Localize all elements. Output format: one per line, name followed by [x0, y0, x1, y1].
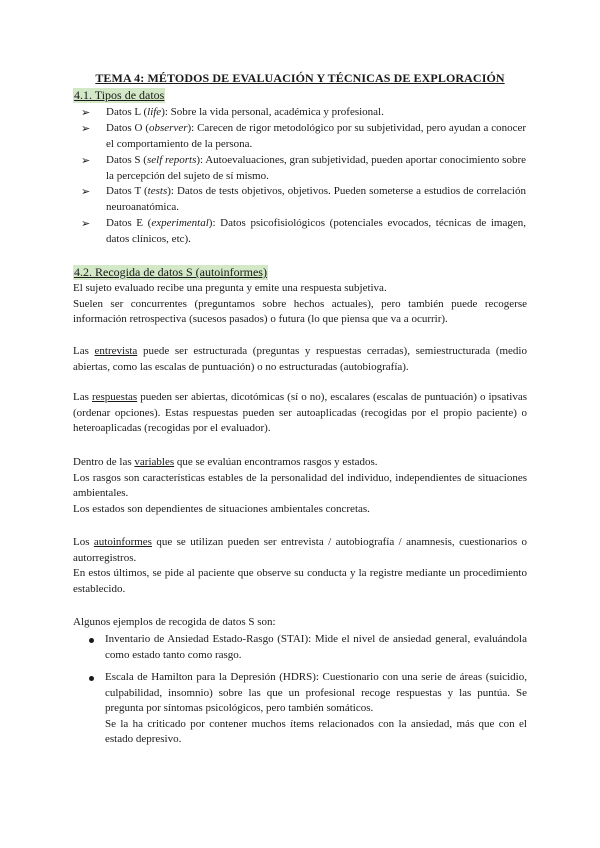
list-item: ➢ Datos T (tests): Datos de tests objetivos, objetivos. Pueden someterse a estudios de correlación neuroanatómica.: [81, 185, 526, 213]
page-title: TEMA 4: MÉTODOS DE EVALUACIÓN Y TÉCNICAS DE EXPLORACIÓN: [95, 71, 505, 85]
list-item: Inventario de Ansiedad Estado-Rasgo (STAI): Mide el nivel de ansiedad general, evaluándola como estado tanto como rasgo.: [105, 632, 527, 663]
arrow-bullet-icon: ➢: [81, 122, 91, 135]
arrow-bullet-icon: ➢: [81, 217, 91, 230]
list-item: ➢ Datos O (observer): Carecen de rigor metodológico por su subjetividad, pero ayudan a conocer el comportamiento de la persona.: [81, 122, 527, 150]
bullet-dot-icon: [89, 676, 94, 681]
list-item: ➢ Datos E (experimental): Datos psicofisiológicos (potenciales evocados, técnicas de imagen, datos clínicos, etc).: [81, 217, 526, 245]
paragraph-ejemplos: Algunos ejemplos de recogida de datos S son:: [73, 616, 276, 628]
paragraph-variables: Dentro de las variables que se evalúan encontramos rasgos y estados. Los rasgos son características estables de la personalidad del individuo, independientes de situaciones ambientales. Los estados son dependientes de situaciones ambientales concretas.: [73, 456, 527, 515]
paragraph-respuestas: Las respuestas pueden ser abiertas, dicotómicas (sí o no), escalares (escalas de puntuación) o ipsativas (ordenar opciones). Estas respuestas pueden ser autoaplicadas (recogidas por el propio paciente) o heteroaplicadas (recogidas por el evaluador).: [73, 391, 527, 435]
paragraph-entrevista: Las entrevista puede ser estructurada (preguntas y respuestas cerradas), semiestructurada (medio abiertas, como las escalas de puntuación) o no estructuradas (autobiografía).: [73, 345, 527, 373]
paragraph-autoinformes: Los autoinformes que se utilizan pueden ser entrevista / autobiografía / anamnesis, cuestionarios o autorregistros. En estos últimos, se pide al paciente que observe su conducta y la registre mediante un procedimiento establecido.: [73, 536, 528, 595]
arrow-bullet-icon: ➢: [81, 106, 91, 119]
bullet-extra-note: Se la ha criticado por contener muchos ítems relacionados con la ansiedad, más que con el estado depresivo.: [105, 717, 527, 746]
list-item: Escala de Hamilton para la Depresión (HDRS): Cuestionario con una serie de áreas (suicidio, culpabilidad, insomnio) sobre las que un profesional recoge respuestas y las puntúa. Se pregunta por síntomas psicológicos, pero también somáticos. Se la ha criticado por contener muchos ítems relacionados con la ansiedad, más que con el estado depresivo.: [105, 670, 527, 748]
section-heading-tipos: 4.1. Tipos de datos: [74, 88, 165, 102]
arrow-bullet-icon: ➢: [81, 154, 91, 167]
section-heading-recogida: 4.2. Recogida de datos S (autoinformes): [74, 265, 267, 279]
paragraph-intro: El sujeto evaluado recibe una pregunta y emite una respuesta subjetiva. Suelen ser concurrentes (preguntamos sobre hechos actuales), pero también puede recogerse información retrospectiva (sucesos pasados) o futura (lo que piensa que va a ocurrir).: [73, 282, 527, 326]
bullet-dot-icon: [89, 638, 94, 643]
arrow-bullet-icon: ➢: [81, 185, 91, 198]
list-item: ➢ Datos L (life): Sobre la vida personal, académica y profesional.: [81, 106, 384, 119]
list-item: ➢ Datos S (self reports): Autoevaluaciones, gran subjetividad, pueden aportar conocimiento sobre la percepción del sujeto de sí mismo.: [81, 154, 526, 182]
